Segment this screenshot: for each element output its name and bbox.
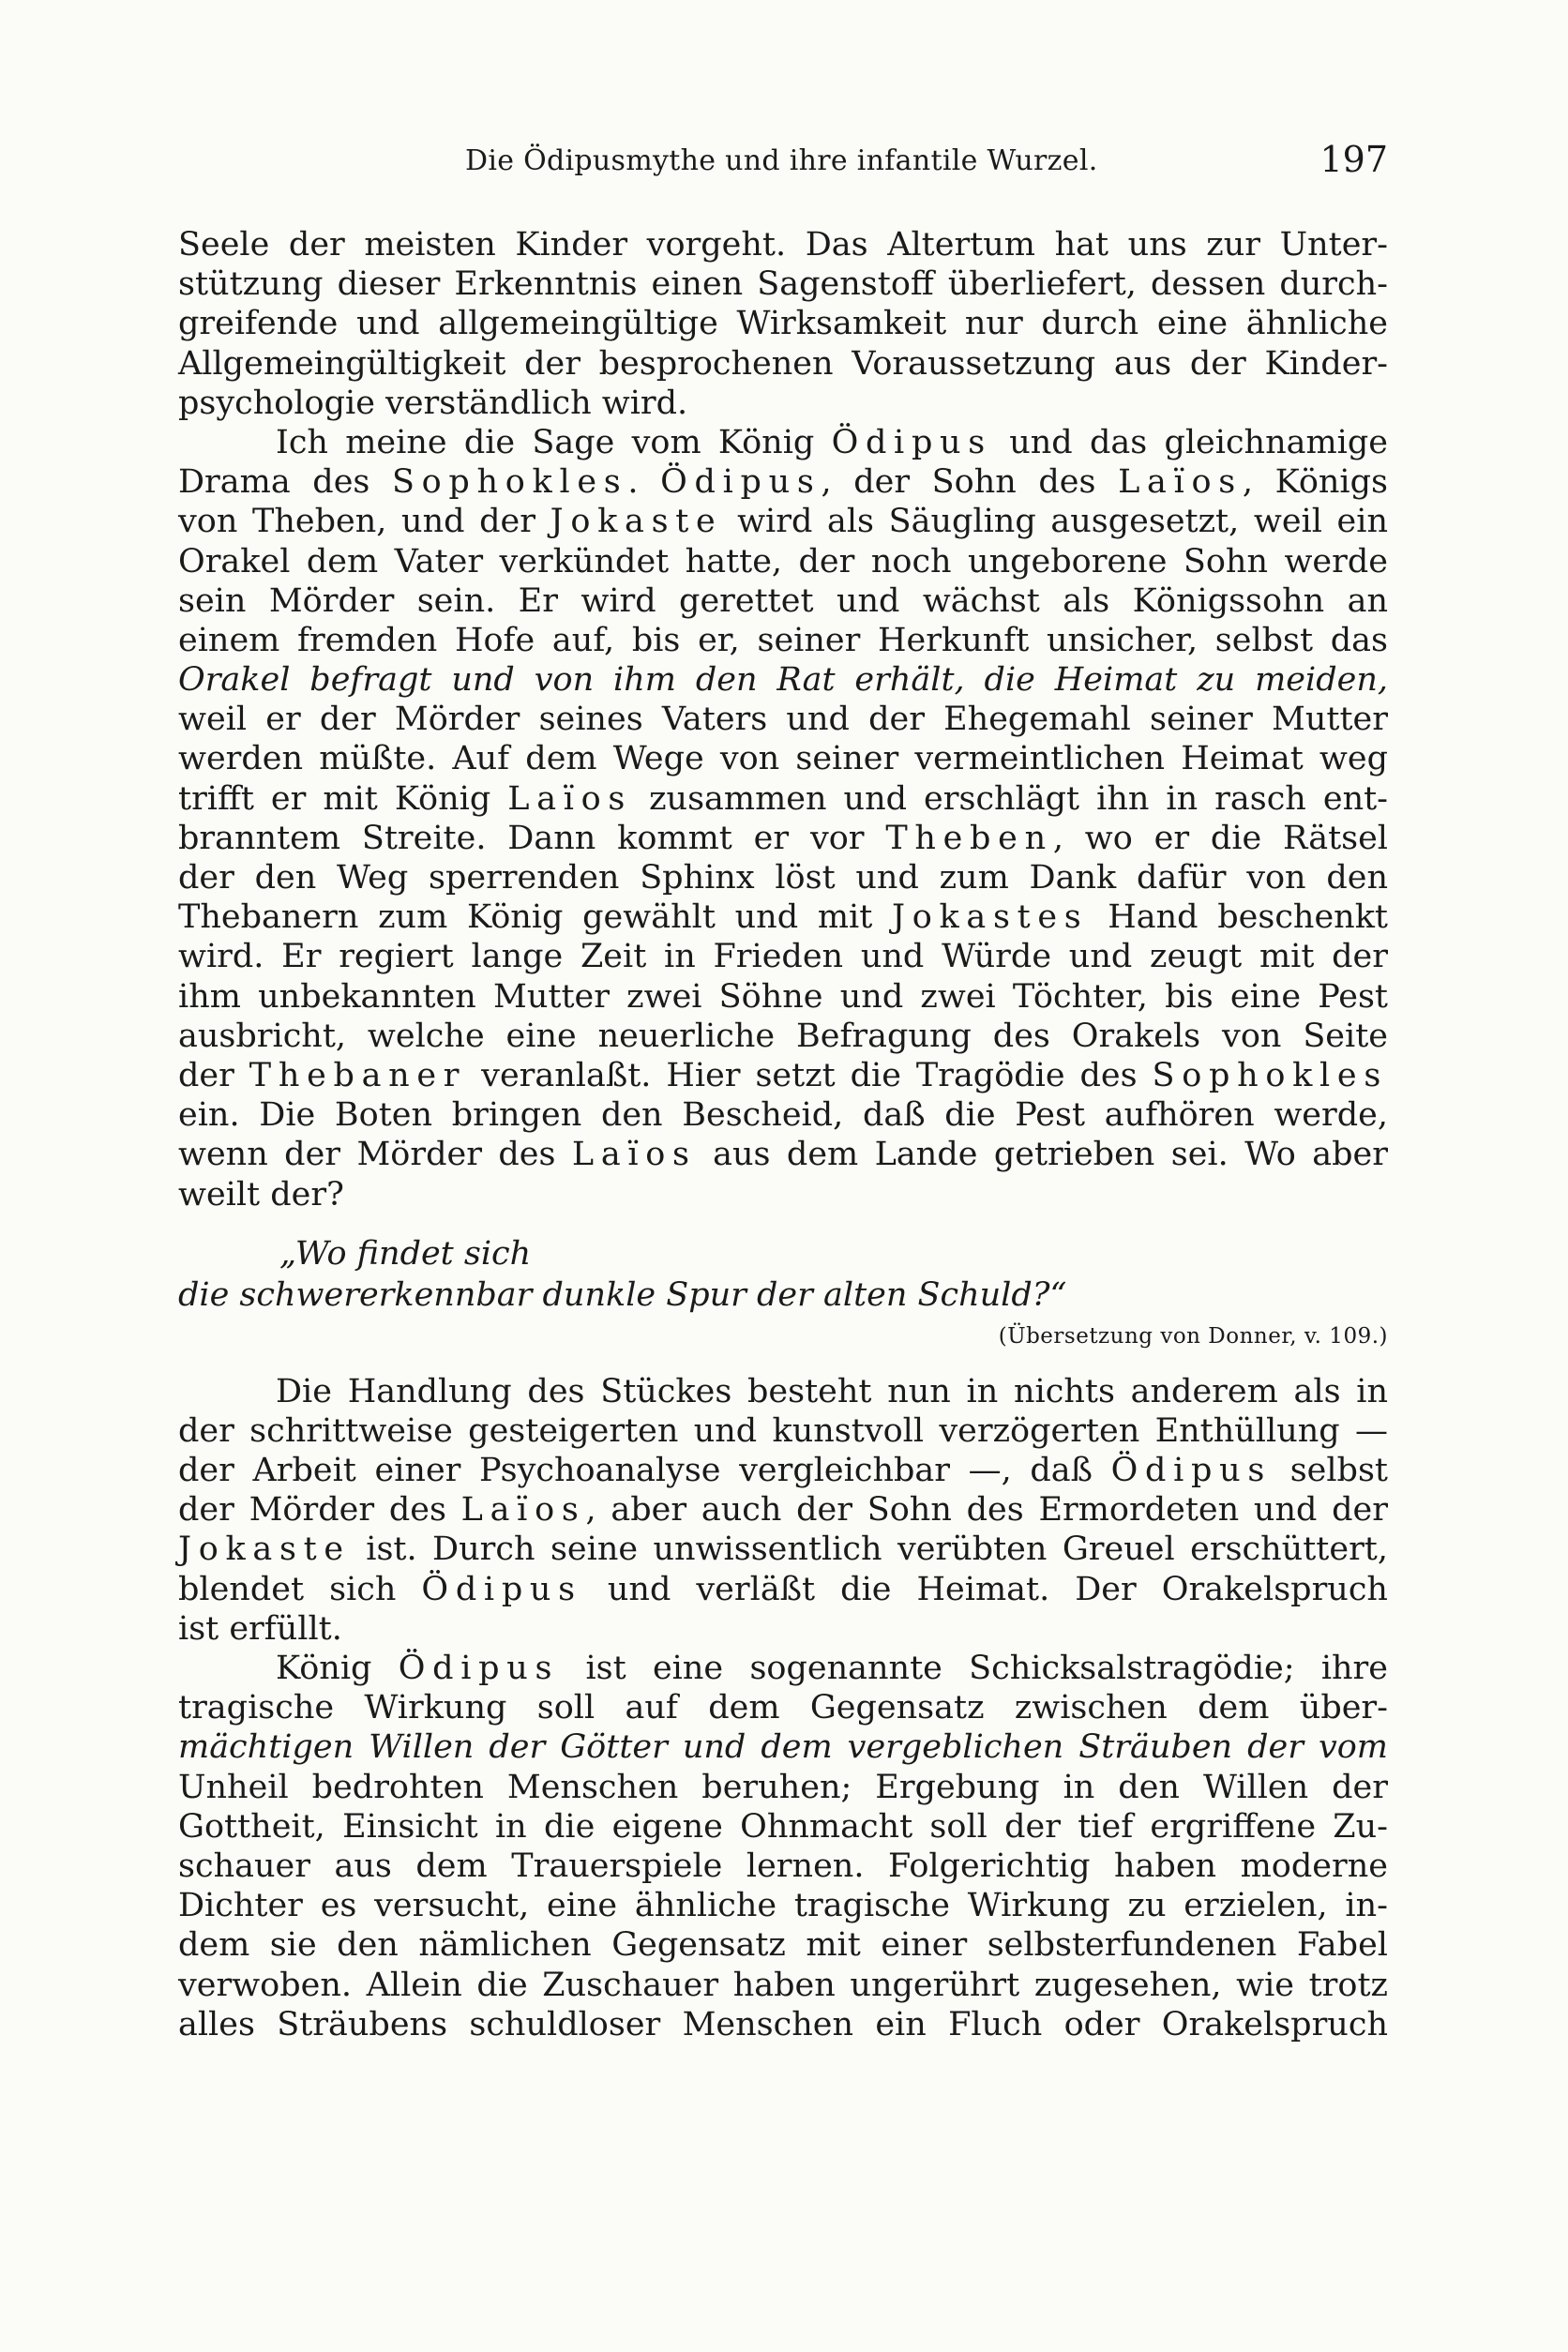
spaced-name: Jokaste [178, 1530, 351, 1569]
text-run: Drama des [178, 463, 392, 502]
text-line: weil er der Mörder seines Vaters und der Ehegemahl seiner Mutter [178, 701, 1388, 739]
text-line [178, 897, 1388, 937]
text-run: . [627, 463, 661, 502]
verse-line: die schwererkennbar dunkle Spur der alten Schuld?“ [178, 1275, 1067, 1314]
text-run: , Königs [1242, 463, 1388, 502]
text-line: Dichter es versucht, eine ähnliche tragische Wirkung zu erzielen, in- [178, 1887, 1388, 1925]
text-line: psychologie verständlich wird. [178, 384, 688, 422]
text-line: Seele der meisten Kinder vorgeht. Das Altertum hat uns zur Unter- [178, 226, 1388, 264]
text-line: ihm unbekannten Mutter zwei Söhne und zwei Töchter, bis eine Pest [178, 977, 1388, 1016]
text-line: schauer aus dem Trauerspiele lernen. Folgerichtig haben moderne [178, 1847, 1388, 1885]
text-line: Allgemeingültigkeit der besprochenen Voraussetzung aus der Kinder- [178, 344, 1388, 383]
text-run: aus dem Lande getrieben sei. Wo aber [696, 1136, 1388, 1174]
paragraph-1 [178, 225, 1388, 423]
text-line [178, 1056, 1388, 1095]
text-run: und verläßt die Heimat. Der Orakelspruch [581, 1570, 1388, 1608]
text-line: Gottheit, Einsicht in die eigene Ohnmacht soll der tief ergriffene Zu- [178, 1807, 1388, 1846]
running-head: Die Ödipusmythe und ihre infantile Wurzel. [465, 144, 1098, 177]
text-run: der Mörder des [178, 1491, 461, 1530]
text-line [178, 502, 1388, 541]
text-run: branntem Streite. Dann kommt er vor [178, 819, 886, 857]
text-run: trifft er mit König [178, 779, 508, 818]
spaced-name: Ödipus [660, 463, 822, 502]
text-run: Hand beschenkt [1088, 898, 1388, 937]
text-line: Orakel befragt und von ihm den Rat erhält, die Heimat zu meiden, [178, 661, 1388, 700]
text-line: werden müßte. Auf dem Wege von seiner vermeintlichen Heimat weg [178, 740, 1388, 778]
spaced-name: Ödipus [831, 423, 992, 461]
text-line: Orakel dem Vater verkündet hatte, der noch ungeborene Sohn werde [178, 542, 1388, 580]
spaced-name: Laïos [1118, 463, 1243, 502]
text-line: ausbricht, welche eine neuerliche Befragung des Orakels von Seite [178, 1017, 1388, 1055]
paragraph-2 [178, 423, 1388, 1214]
verse-line: „Wo findet sich [279, 1234, 532, 1273]
text-run: veranlaßt. Hier setzt die Tragödie des [466, 1056, 1153, 1094]
spaced-name: Ödipus [421, 1570, 582, 1608]
text-line [178, 1135, 1388, 1174]
text-line: einem fremden Hofe auf, bis er, seiner Herkunft unsicher, selbst das [178, 621, 1388, 659]
text-line [178, 462, 1388, 502]
text-line: ein. Die Boten bringen den Bescheid, daß die Pest aufhören werde, [178, 1096, 1388, 1135]
text-run: , aber auch der Sohn des Ermordeten und der [585, 1491, 1388, 1530]
spaced-name: Sophokles [391, 463, 628, 502]
text-line: verwoben. Allein die Zuschauer haben ungerührt zugesehen, wie trotz [178, 1966, 1388, 2004]
spaced-name: Laïos [460, 1491, 586, 1530]
text-line: der schrittweise gesteigerten und kunstvoll verzögerten Enthüllung — [178, 1411, 1388, 1450]
text-line: tragische Wirkung soll auf dem Gegensatz zwischen dem über- [178, 1689, 1388, 1727]
text-run: der [178, 1056, 249, 1094]
text-run: von Theben, und der [178, 503, 550, 541]
quote-citation: (Übersetzung von Donner, v. 109.) [998, 1323, 1388, 1349]
spaced-name: Ödipus [398, 1650, 560, 1687]
text-line: Unheil bedrohten Menschen beruhen; Ergebung in den Willen der [178, 1768, 1388, 1806]
spaced-name: Laïos [507, 779, 633, 818]
page-number: 197 [1319, 139, 1388, 180]
verse-quote [178, 1233, 1388, 1357]
text-line: alles Sträubens schuldloser Menschen ein Fluch oder Orakelspruch [178, 2005, 1388, 2043]
text-run: und das gleichnamige [991, 423, 1388, 461]
text-run: Ich meine die Sage vom König [276, 423, 832, 461]
spaced-name: Jokaste [550, 503, 723, 541]
text-line: ist erfüllt. [178, 1609, 342, 1648]
text-line [178, 1490, 1388, 1530]
text-run: blendet sich [178, 1570, 422, 1608]
text-line [178, 1530, 1388, 1569]
spaced-name: Thebaner [249, 1056, 467, 1094]
text-line: Die Handlung des Stückes besteht nun in nichts anderem als in [276, 1372, 1388, 1410]
text-line: weilt der? [178, 1175, 344, 1214]
text-line [178, 779, 1388, 819]
spaced-name: Laïos [571, 1136, 697, 1174]
text-run: König [276, 1650, 399, 1687]
text-run: , wo er die Rätsel [1052, 819, 1389, 857]
text-line: greifende und allgemeingültige Wirksamkeit nur durch eine ähnliche [178, 305, 1388, 343]
text-run: Thebanern zum König gewählt und mit [178, 898, 892, 937]
page-body [178, 225, 1388, 2044]
text-line: sein Mörder sein. Er wird gerettet und wächst als Königssohn an [178, 581, 1388, 620]
spaced-name: Jokastes [891, 898, 1089, 937]
text-line [178, 423, 1388, 462]
text-line: dem sie den nämlichen Gegensatz mit einer selbsterfundenen Fabel [178, 1926, 1388, 1965]
text-line [178, 1570, 1388, 1609]
text-run: ist. Durch seine unwissentlich verübten Greuel erschüttert, [350, 1530, 1388, 1569]
paragraph-3 [178, 1372, 1388, 1649]
spaced-name: Theben [885, 819, 1053, 857]
text-line: der den Weg sperrenden Sphinx löst und zum Dank dafür von den [178, 859, 1388, 897]
text-line: wird. Er regiert lange Zeit in Frieden und Würde und zeugt mit der [178, 938, 1388, 976]
text-run: selbst [1272, 1452, 1388, 1490]
text-line: mächtigen Willen der Götter und dem vergeblichen Sträuben der vom [178, 1728, 1388, 1767]
text-line [178, 1649, 1388, 1688]
text-run: ist eine sogenannte Schicksalstragödie; ihre [559, 1650, 1388, 1687]
text-run: wird als Säugling ausgesetzt, weil ein [722, 503, 1388, 541]
text-line: stützung dieser Erkenntnis einen Sagenstoff überliefert, dessen durch- [178, 265, 1388, 304]
text-run: der Arbeit einer Psychoanalyse vergleichbar —, daß [178, 1452, 1111, 1490]
text-line [178, 819, 1388, 858]
paragraph-4 [178, 1649, 1388, 2044]
text-run: wenn der Mörder des [178, 1136, 572, 1174]
spaced-name: Ödipus [1110, 1452, 1273, 1490]
spaced-name: Sophokles [1152, 1056, 1388, 1094]
text-line [178, 1451, 1388, 1490]
page-header [178, 139, 1388, 186]
text-run: , der Sohn des [821, 463, 1119, 502]
text-run: zusammen und erschlägt ihn in rasch ent- [632, 779, 1388, 818]
